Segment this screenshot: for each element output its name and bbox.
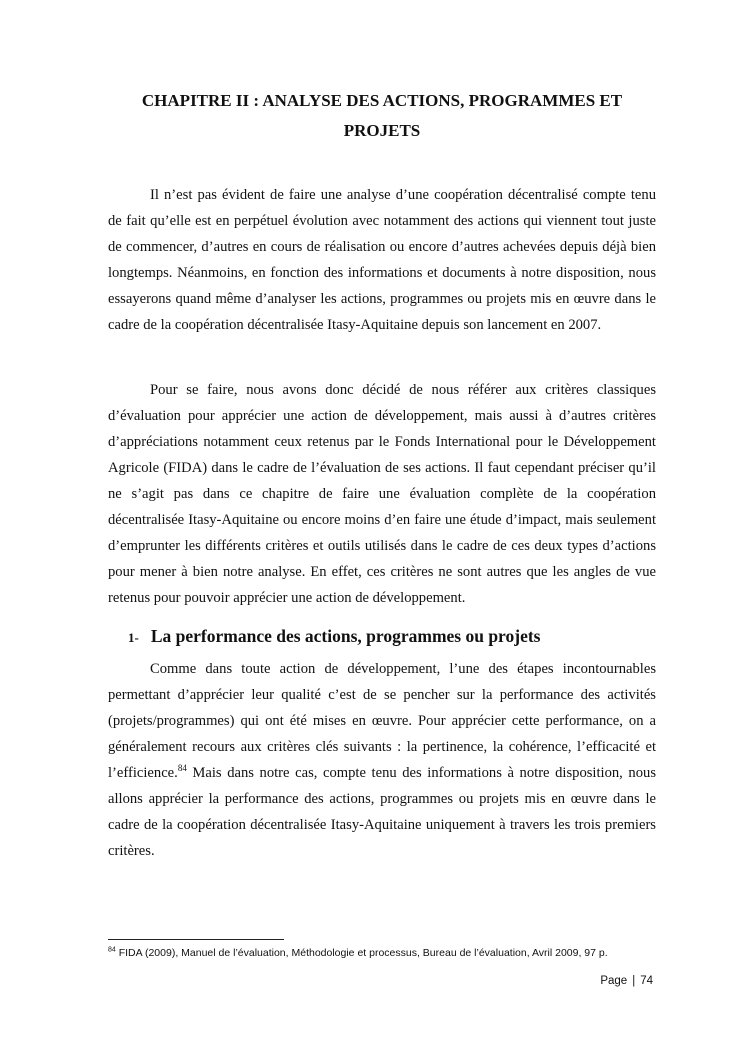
paragraph-intro bbox=[108, 182, 656, 338]
section-title: La performance des actions, programmes ou projets bbox=[150, 626, 541, 646]
paragraph-criteria bbox=[108, 377, 656, 611]
paragraph-text: Comme dans toute action de développement, l’une des étapes incontournables permettant d’apprécier leur qualité c’est de se pencher sur la performance des activités (projets/programmes) qui ont été mises en œuvre. Pour apprécier cette performance, on a généralement recours aux critères clés suivants : la pertinence, la cohérence, l’efficacité et l’efficience. bbox=[108, 661, 656, 781]
footnote-divider bbox=[108, 939, 284, 940]
footnote-reference[interactable]: 84 bbox=[177, 763, 187, 774]
section-number: 1- bbox=[128, 630, 139, 645]
paragraph-text: Mais dans notre cas, compte tenu des informations à notre disposition, nous allons apprécier la performance des actions, programmes ou projets mis en œuvre dans le cadre de la coopération décentralisée Itasy-Aquitaine uniquement à travers les trois premiers critères. bbox=[108, 765, 656, 859]
chapter-title: CHAPITRE II : ANALYSE DES ACTIONS, PROGRAMMES ET PROJETS bbox=[141, 91, 623, 140]
footnote-text: FIDA (2009), Manuel de l’évaluation, Méthodologie et processus, Bureau de l’évaluation, Avril 2009, 97 p. bbox=[115, 947, 608, 959]
paragraph-performance bbox=[108, 656, 656, 864]
paragraph-text: Il n’est pas évident de faire une analyse d’une coopération décentralisé compte tenu de fait qu’elle est en perpétuel évolution avec notamment des actions qui viennent tout juste de commencer, d’autres en cours de réalisation ou encore d’autres achevées depuis déjà bien longtemps. Néanmoins, en fonction des informations et documents à notre disposition, nous essayerons quand même d’analyser les actions, programmes ou projets mis en œuvre dans le cadre de la coopération décentralisée Itasy-Aquitaine depuis son lancement en 2007. bbox=[108, 187, 656, 333]
footnote bbox=[108, 946, 668, 960]
paragraph-text: Pour se faire, nous avons donc décidé de nous référer aux critères classiques d’évaluation pour apprécier une action de développement, mais aussi à d’autres critères d’appréciations notamment ceux retenus par le Fonds International pour le Développement Agricole (FIDA) dans le cadre de l’évaluation de ses actions. Il faut cependant préciser qu’il ne s’agit pas dans ce chapitre de faire une évaluation complète de la coopération décentralisée Itasy-Aquitaine ou encore moins d’en faire une étude d’impact, mais seulement d’emprunter les différents critères et outils utilisés dans le cadre de ces deux types d’actions pour mener à bien notre analyse. En effet, ces critères ne sont autres que les angles de vue retenus pour pouvoir apprécier une action de développement. bbox=[108, 382, 656, 606]
page-footer bbox=[600, 975, 653, 987]
page-number: 74 bbox=[640, 975, 653, 987]
page-label: Page bbox=[600, 975, 628, 987]
page-separator: | bbox=[632, 975, 636, 987]
section-heading bbox=[128, 623, 541, 651]
footnote-number: 84 bbox=[108, 946, 116, 954]
